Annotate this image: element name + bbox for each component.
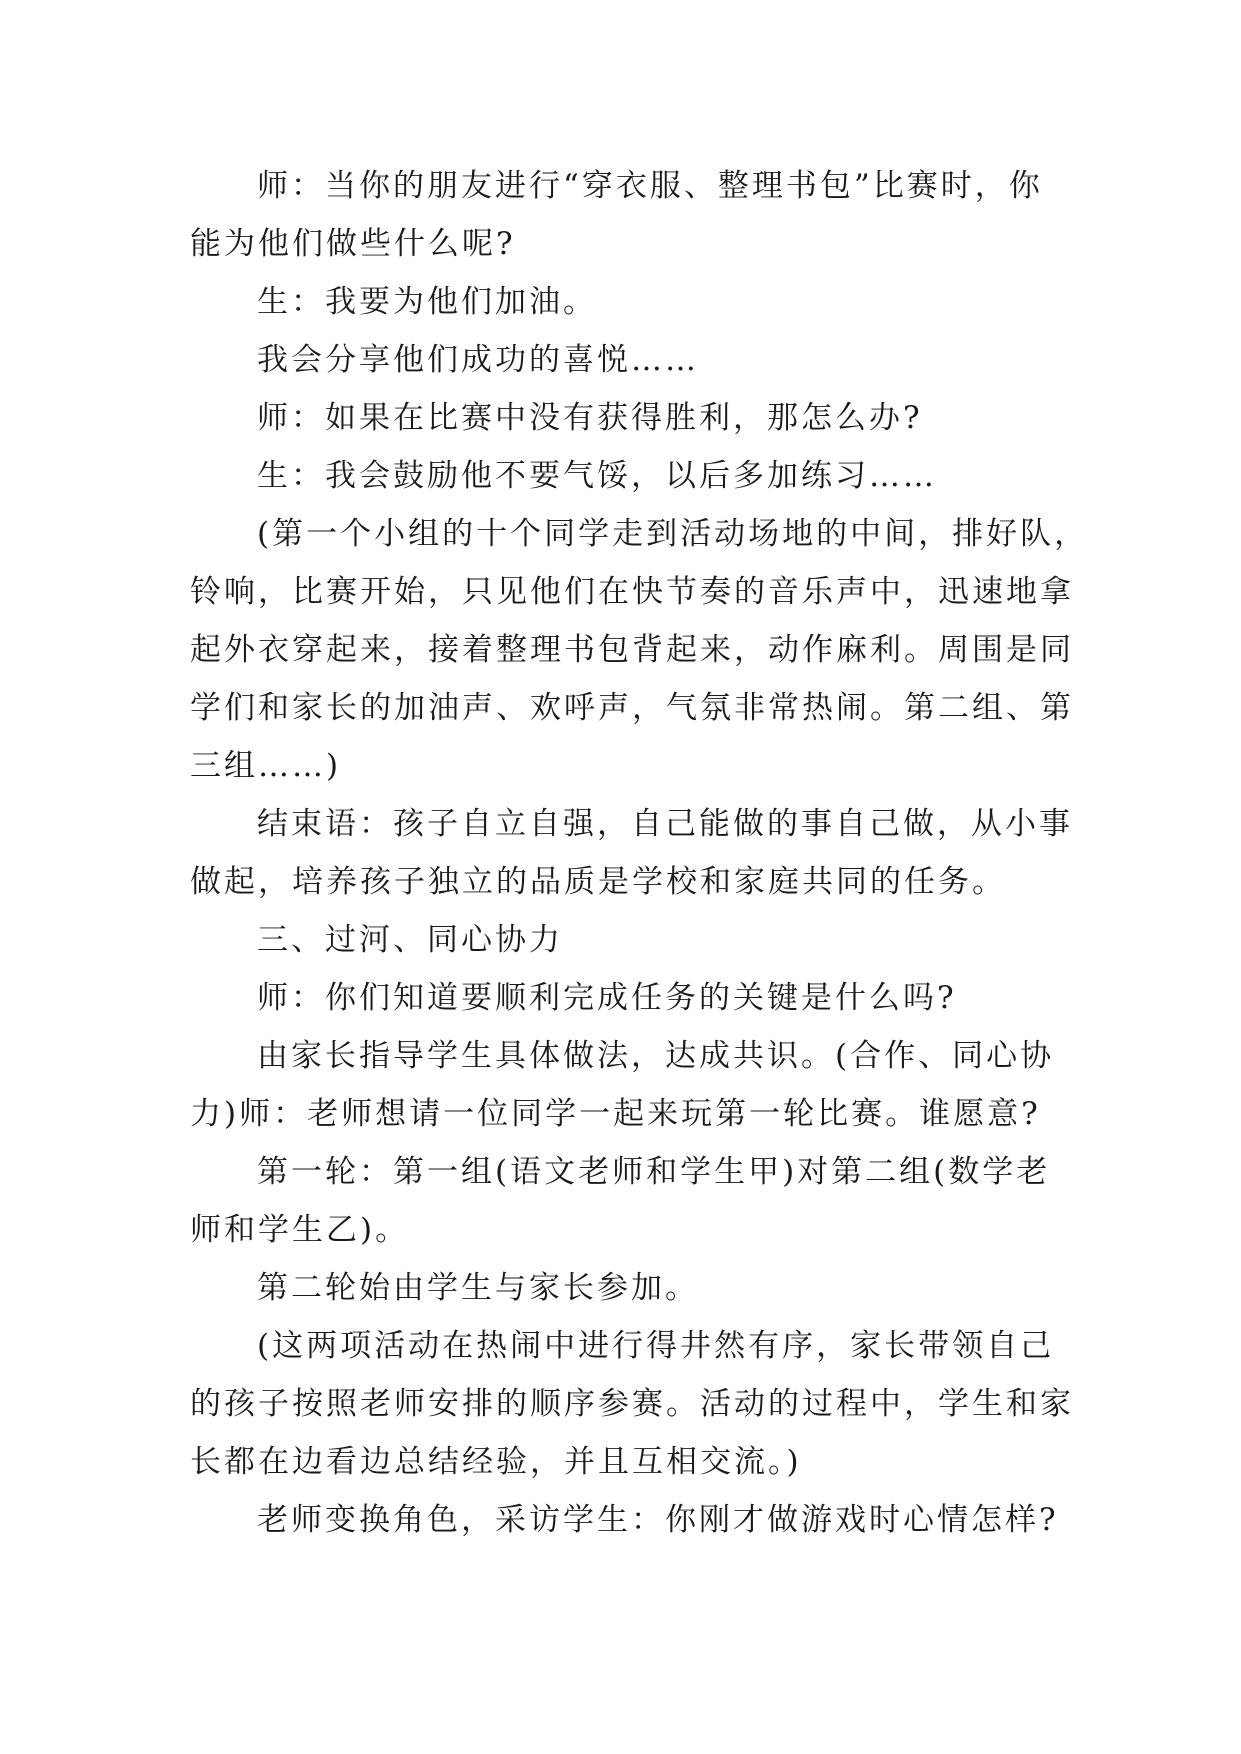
text-line: 生：我要为他们加油。	[257, 284, 597, 320]
text-line: 力)师：老师想请一位同学一起来玩第一轮比赛。谁愿意?	[190, 1096, 1041, 1132]
text-line: 老师变换角色，采访学生：你刚才做游戏时心情怎样?	[257, 1502, 1059, 1538]
text-line: 铃响，比赛开始，只见他们在快节奏的音乐声中，迅速地拿	[190, 574, 1074, 610]
text-line: (第一个小组的十个同学走到活动场地的中间，排好队，	[257, 516, 1089, 552]
text-line: 长都在边看边总结经验，并且互相交流。)	[190, 1444, 802, 1480]
text-line: 做起，培养孩子独立的品质是学校和家庭共同的任务。	[190, 864, 1006, 900]
text-line: 学们和家长的加油声、欢呼声，气氛非常热闹。第二组、第	[190, 690, 1074, 726]
text-line: 的孩子按照老师安排的顺序参赛。活动的过程中，学生和家	[190, 1386, 1074, 1422]
text-line: (这两项活动在热闹中进行得井然有序，家长带领自己	[257, 1328, 1055, 1364]
text-line: 师：如果在比赛中没有获得胜利，那怎么办?	[257, 400, 923, 436]
text-line: 师：你们知道要顺利完成任务的关键是什么吗?	[257, 980, 957, 1016]
text-line: 师和学生乙)。	[190, 1212, 410, 1248]
text-line: 生：我会鼓励他不要气馁，以后多加练习……	[257, 458, 937, 494]
section-heading: 三、过河、同心协力	[257, 922, 563, 958]
text-line: 三组……)	[190, 748, 342, 784]
text-line: 第二轮始由学生与家长参加。	[257, 1270, 699, 1306]
text-line: 由家长指导学生具体做法，达成共识。(合作、同心协	[257, 1038, 1055, 1074]
text-line: 结束语：孩子自立自强，自己能做的事自己做，从小事	[257, 806, 1073, 842]
text-line: 起外衣穿起来，接着整理书包背起来，动作麻利。周围是同	[190, 632, 1074, 668]
text-line: 能为他们做些什么呢?	[190, 226, 516, 262]
text-line: 师：当你的朋友进行“穿衣服、整理书包”比赛时，你	[257, 168, 1043, 204]
text-line: 第一轮：第一组(语文老师和学生甲)对第二组(数学老	[257, 1154, 1051, 1190]
text-line: 我会分享他们成功的喜悦……	[257, 342, 699, 378]
